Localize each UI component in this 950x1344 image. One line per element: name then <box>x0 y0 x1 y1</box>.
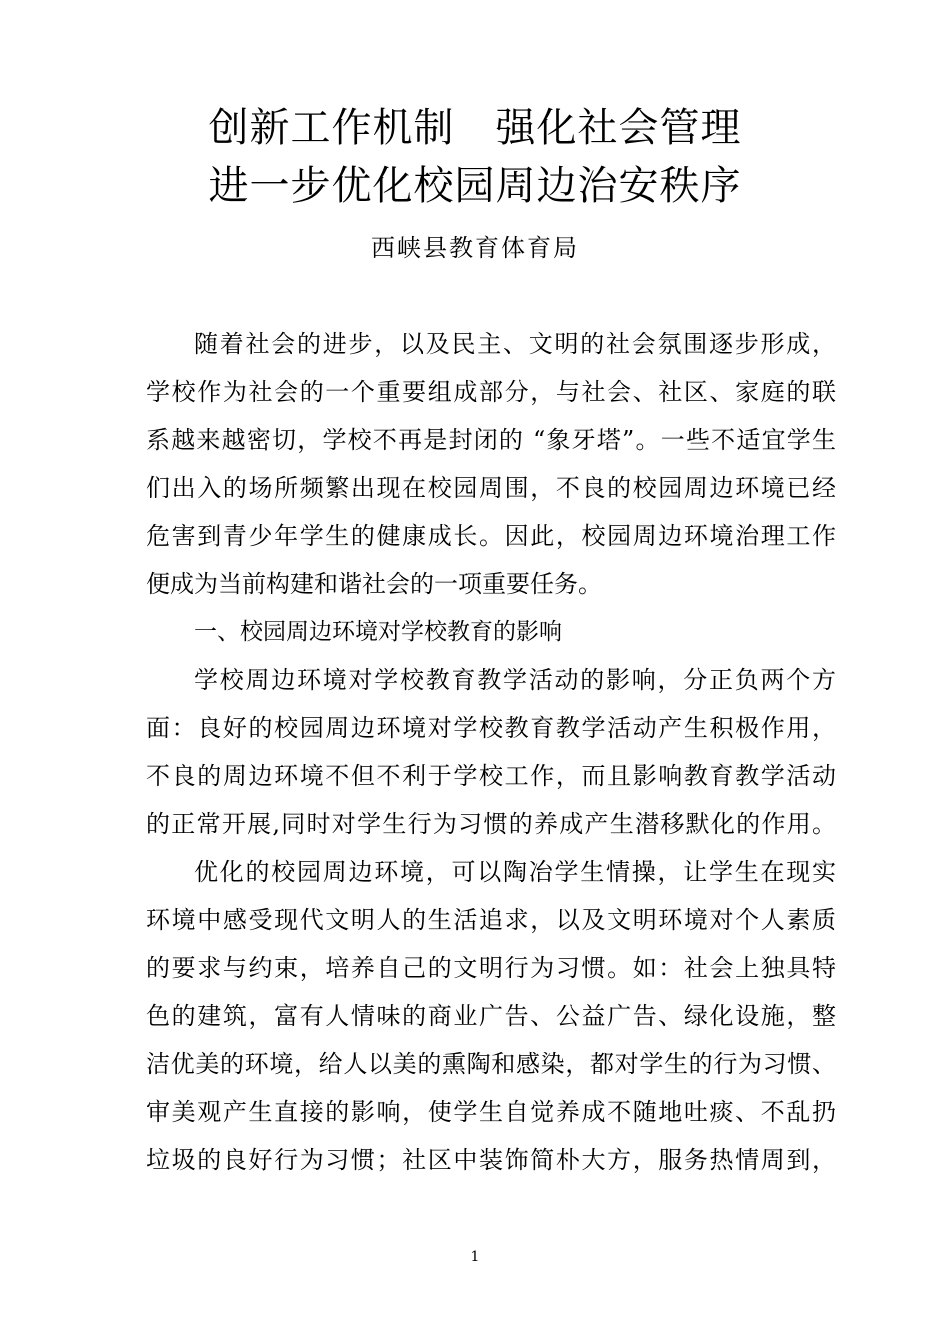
paragraph-3-line-7: 垃圾的良好行为习惯；社区中装饰简朴大方，服务热情周到， <box>146 1146 836 1174</box>
paragraph-1-line-1: 随着社会的进步，以及民主、文明的社会氛围逐步形成， <box>194 330 836 358</box>
paragraph-3-line-2: 环境中感受现代文明人的生活追求，以及文明环境对个人素质 <box>146 906 836 934</box>
paragraph-1-line-3: 系越来越密切，学校不再是封闭的 “象牙塔”。一些不适宜学生 <box>146 426 836 454</box>
paragraph-2-line-2: 面：良好的校园周边环境对学校教育教学活动产生积极作用， <box>146 714 836 742</box>
paragraph-2-line-3: 不良的周边环境不但不利于学校工作，而且影响教育教学活动 <box>146 762 836 790</box>
paragraph-3-line-1: 优化的校园周边环境，可以陶冶学生情操，让学生在现实 <box>194 858 836 886</box>
paragraph-3-line-5: 洁优美的环境，给人以美的熏陶和感染，都对学生的行为习惯、 <box>146 1050 836 1078</box>
document-title-line-1: 创新工作机制 强化社会管理 <box>208 105 742 151</box>
paragraph-1-line-6: 便成为当前构建和谐社会的一项重要任务。 <box>146 570 602 598</box>
paragraph-2-line-4: 的正常开展,同时对学生行为习惯的养成产生潜移默化的作用。 <box>146 810 836 838</box>
document-title-line-2: 进一步优化校园周边治安秩序 <box>208 163 742 209</box>
paragraph-1-line-2: 学校作为社会的一个重要组成部分，与社会、社区、家庭的联 <box>146 378 836 406</box>
section-heading-1: 一、校园周边环境对学校教育的影响 <box>194 619 562 645</box>
page-number: 1 <box>470 1249 480 1265</box>
paragraph-1-line-4: 们出入的场所频繁出现在校园周围，不良的校园周边环境已经 <box>146 474 836 502</box>
paragraph-2-line-1: 学校周边环境对学校教育教学活动的影响，分正负两个方 <box>194 666 836 694</box>
paragraph-3-line-4: 色的建筑，富有人情味的商业广告、公益广告、绿化设施，整 <box>146 1002 836 1030</box>
document-author: 西峡县教育体育局 <box>371 234 579 262</box>
paragraph-1-line-5: 危害到青少年学生的健康成长。因此，校园周边环境治理工作 <box>146 522 836 550</box>
paragraph-3-line-3: 的要求与约束，培养自己的文明行为习惯。如：社会上独具特 <box>146 954 836 982</box>
paragraph-3-line-6: 审美观产生直接的影响，使学生自觉养成不随地吐痰、不乱扔 <box>146 1098 836 1126</box>
